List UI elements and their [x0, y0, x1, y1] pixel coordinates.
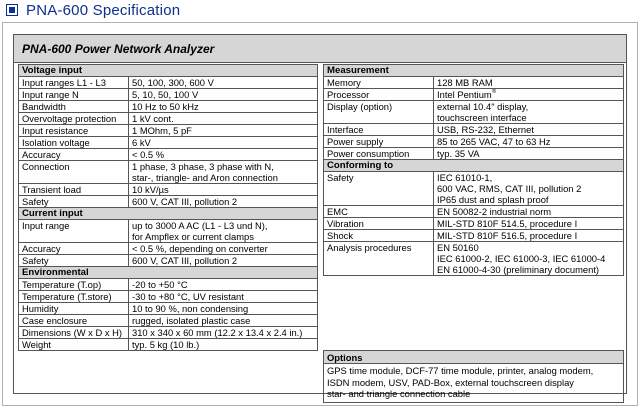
spec-value [129, 89, 318, 101]
spec-value [129, 184, 318, 196]
spec-label: Display (option) [324, 101, 434, 124]
spec-row-case-enclosure [19, 315, 318, 327]
spec-label: Processor [324, 89, 434, 101]
section-title: Environmental [19, 267, 318, 279]
spec-row-temperature-t-store [19, 291, 318, 303]
spec-label: Interface [324, 124, 434, 136]
spec-value-line: external 10.4" display, [437, 101, 529, 112]
spec-label: Transient load [19, 184, 129, 196]
spec-value [434, 136, 624, 148]
spec-value [129, 243, 318, 255]
spec-label: Vibration [324, 218, 434, 230]
spec-value-line: 1 phase, 3 phase, 3 phase with N, [132, 161, 274, 172]
spec-value-line: EN 61000-4-30 (preliminary document) [437, 264, 600, 275]
section-header-voltage-input [19, 65, 318, 77]
spec-value-line: IEC 61000-2, IEC 61000-3, IEC 61000-4 [437, 253, 606, 264]
spec-value [129, 125, 318, 137]
spec-value [434, 230, 624, 242]
spec-row-accuracy [19, 149, 318, 161]
spec-value [129, 220, 318, 243]
spec-value [434, 89, 624, 101]
options-box [323, 350, 624, 403]
spec-value-line: 6 kV [132, 137, 151, 148]
spec-value [434, 124, 624, 136]
spec-value-line: USB, RS-232, Ethernet [437, 124, 534, 135]
spec-row-transient-load [19, 184, 318, 196]
spec-label: Weight [19, 339, 129, 351]
spec-label: Temperature (T.store) [19, 291, 129, 303]
spec-row-isolation-voltage [19, 137, 318, 149]
options-line: star- and triangle connection cable [327, 388, 471, 399]
spec-value-line: typ. 5 kg (10 lb.) [132, 339, 200, 350]
square-bullet-icon [6, 4, 18, 16]
spec-value-line: IP65 dust and splash proof [437, 194, 549, 205]
right-spec-table [323, 64, 624, 276]
spec-label: Memory [324, 77, 434, 89]
section-header-measurement [324, 65, 624, 77]
options-body [324, 364, 623, 402]
spec-value [434, 206, 624, 218]
spec-label: Humidity [19, 303, 129, 315]
spec-label: Safety [324, 172, 434, 206]
spec-label: Accuracy [19, 243, 129, 255]
spec-value-line: EN 50160 [437, 242, 479, 253]
spec-row-shock [324, 230, 624, 242]
spec-value-line: 10 kV/µs [132, 184, 169, 195]
section-title: Conforming to [324, 160, 624, 172]
spec-value [129, 196, 318, 208]
spec-row-input-range-n [19, 89, 318, 101]
section-header-conforming-to [324, 160, 624, 172]
processor-name: Intel Pentium [437, 89, 492, 100]
spec-row-emc [324, 206, 624, 218]
spec-label: Safety [19, 196, 129, 208]
spec-value-line: rugged, isolated plastic case [132, 315, 251, 326]
section-title: Voltage input [19, 65, 318, 77]
spec-frame [13, 34, 627, 399]
spec-row-interface [324, 124, 624, 136]
registered-mark: ® [491, 89, 497, 95]
spec-label: Shock [324, 230, 434, 242]
spec-row-connection [19, 161, 318, 184]
spec-label: Safety [19, 255, 129, 267]
spec-value [129, 339, 318, 351]
spec-value-line: 5, 10, 50, 100 V [132, 89, 199, 100]
spec-value: 128 MB RAM [434, 77, 624, 89]
spec-row-temperature-t-op [19, 279, 318, 291]
spec-label: Input range [19, 220, 129, 243]
spec-value-line: 85 to 265 VAC, 47 to 63 Hz [437, 136, 551, 147]
page-title: PNA-600 Specification [26, 1, 181, 19]
spec-label: Case enclosure [19, 315, 129, 327]
spec-value [129, 161, 318, 184]
spec-value-line: < 0.5 % [132, 149, 165, 160]
spec-value [434, 218, 624, 230]
spec-value [129, 315, 318, 327]
spec-value-line: MIL-STD 810F 514.5, procedure I [437, 218, 578, 229]
spec-label: Input ranges L1 - L3 [19, 77, 129, 89]
options-line: ISDN modem, USV, PAD-Box, external touchscreen display [327, 376, 574, 388]
spec-label: Overvoltage protection [19, 113, 129, 125]
spec-value-line: 10 to 90 %, non condensing [132, 303, 249, 314]
spec-card [2, 22, 638, 406]
spec-value-line: 600 V, CAT III, pollution 2 [132, 196, 238, 207]
spec-label: EMC [324, 206, 434, 218]
spec-row-memory [324, 77, 624, 89]
spec-value [129, 279, 318, 291]
spec-row-power-consumption [324, 148, 624, 160]
spec-label: Bandwidth [19, 101, 129, 113]
spec-row-processor [324, 89, 624, 101]
section-header-environmental [19, 267, 318, 279]
spec-value-line: -30 to +80 °C, UV resistant [132, 291, 244, 302]
spec-row-vibration [324, 218, 624, 230]
spec-value [129, 77, 318, 89]
spec-value [129, 291, 318, 303]
spec-row-accuracy [19, 243, 318, 255]
spec-value-line: EN 50082-2 industrial norm [437, 206, 552, 217]
spec-value-line: -20 to +50 °C [132, 279, 188, 290]
spec-row-input-range [19, 220, 318, 243]
spec-value-line: 10 Hz to 50 kHz [132, 101, 199, 112]
spec-label: Dimensions (W x D x H) [19, 327, 129, 339]
section-header-current-input [19, 208, 318, 220]
left-column [18, 64, 318, 351]
spec-value [129, 327, 318, 339]
spec-value-line: IEC 61010-1, [437, 172, 493, 183]
spec-value [129, 101, 318, 113]
spec-value [129, 137, 318, 149]
spec-row-safety [324, 172, 624, 206]
spec-value-line: 1 kV cont. [132, 113, 174, 124]
spec-value [129, 149, 318, 161]
spec-row-humidity [19, 303, 318, 315]
spec-value-line: for Ampflex or current clamps [132, 231, 254, 242]
spec-value-line: 310 x 340 x 60 mm (12.2 x 13.4 x 2.4 in.) [132, 327, 303, 338]
spec-row-weight [19, 339, 318, 351]
spec-value-line: 50, 100, 300, 600 V [132, 77, 214, 88]
spec-value [129, 303, 318, 315]
section-title: Measurement [324, 65, 624, 77]
spec-value-line: MIL-STD 810F 516.5, procedure I [437, 230, 578, 241]
spec-row-input-resistance [19, 125, 318, 137]
spec-value-line: typ. 35 VA [437, 148, 480, 159]
spec-label: Input resistance [19, 125, 129, 137]
spec-row-bandwidth [19, 101, 318, 113]
spec-label: Isolation voltage [19, 137, 129, 149]
spec-row-safety [19, 196, 318, 208]
spec-value [434, 148, 624, 160]
spec-value [129, 255, 318, 267]
spec-value [434, 242, 624, 276]
frame-title: PNA-600 Power Network Analyzer [14, 35, 626, 63]
spec-row-safety [19, 255, 318, 267]
options-title: Options [324, 351, 623, 364]
spec-value [434, 101, 624, 124]
options-line: GPS time module, DCF-77 time module, printer, analog modem, [327, 365, 594, 376]
spec-value-line: 1 MOhm, 5 pF [132, 125, 192, 136]
spec-row-dimensions-w-x-d-x-h [19, 327, 318, 339]
spec-label: Input range N [19, 89, 129, 101]
spec-label: Analysis procedures [324, 242, 434, 276]
spec-value [434, 172, 624, 206]
spec-value-line: 600 V, CAT III, pollution 2 [132, 255, 238, 266]
page-header [6, 0, 180, 20]
spec-label: Temperature (T.op) [19, 279, 129, 291]
section-title: Current input [19, 208, 318, 220]
spec-row-power-supply [324, 136, 624, 148]
spec-value-line: up to 3000 A AC (L1 - L3 und N), [132, 220, 268, 231]
spec-row-analysis-procedures [324, 242, 624, 276]
spec-value-line: star-, triangle- and Aron connection [132, 172, 278, 183]
spec-value-line: < 0.5 %, depending on converter [132, 243, 268, 254]
spec-label: Power supply [324, 136, 434, 148]
spec-row-overvoltage-protection [19, 113, 318, 125]
spec-label: Power consumption [324, 148, 434, 160]
spec-value-line: touchscreen interface [437, 112, 527, 123]
spec-value-line: 600 VAC, RMS, CAT III, pollution 2 [437, 183, 582, 194]
left-spec-table [18, 64, 318, 351]
spec-label: Accuracy [19, 149, 129, 161]
spec-row-input-ranges-l1-l3 [19, 77, 318, 89]
spec-value [129, 113, 318, 125]
spec-row-display [324, 101, 624, 124]
spec-label: Connection [19, 161, 129, 184]
right-column [323, 64, 624, 276]
